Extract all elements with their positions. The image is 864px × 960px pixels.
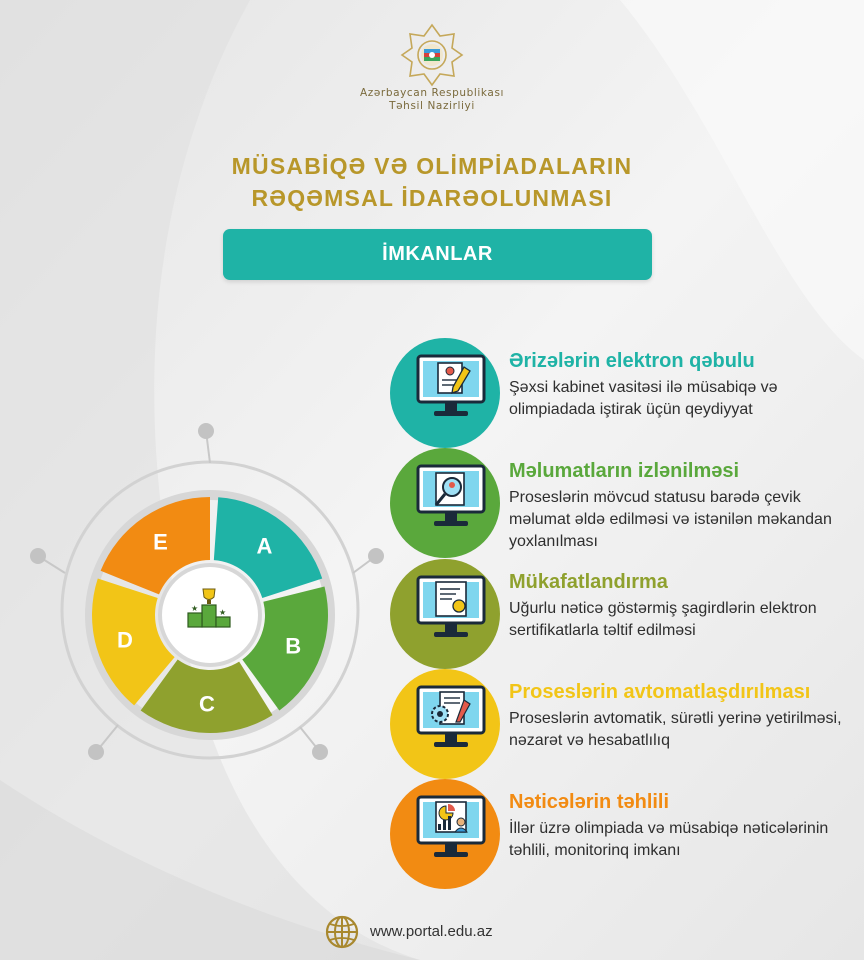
wheel-segment-label: D (116, 627, 133, 653)
feature-title: Nəticələrin təhlili (509, 791, 670, 813)
ministry-emblem (399, 22, 465, 88)
feature-item (390, 779, 860, 887)
monitor-magnifier-icon (414, 464, 494, 540)
feature-description: Proseslərin mövcud statusu barədə çevik məlumat əldə edilməsi və istənilən məkandan yoxlanılması (509, 489, 832, 550)
page-title-line2: RƏQƏMSAL İDARƏOLUNMASI (251, 185, 613, 211)
monitor-application-form-icon (414, 354, 494, 430)
feature-title: Məlumatların izlənilməsi (509, 460, 740, 482)
feature-item (390, 559, 860, 667)
wheel-node-dot (368, 548, 384, 564)
feature-description: Uğurlu nəticə göstərmiş şagirdlərin elektron sertifikatlarla təltif edilməsi (509, 600, 817, 639)
feature-title: Proseslərin avtomatlaşdırılması (509, 681, 811, 703)
wheel-node-dot (88, 744, 104, 760)
wheel-segment-label: C (198, 691, 215, 717)
feature-title: Mükafatlandırma (509, 571, 668, 593)
globe-icon (324, 914, 360, 950)
page-title-line1: MÜSABİQƏ VƏ OLİMPİADALARIN (231, 153, 633, 179)
capabilities-wheel (20, 415, 400, 775)
svg-text:★: ★ (191, 604, 199, 613)
wheel-node-dot (198, 423, 214, 439)
monitor-certificate-icon (414, 575, 494, 651)
feature-description: Proseslərin avtomatik, sürətli yerinə yetirilməsi, nəzarət və hesabatlılıq (509, 710, 842, 749)
monitor-analytics-icon (414, 795, 494, 871)
section-banner: İMKANLAR (223, 229, 652, 280)
feature-title: Ərizələrin elektron qəbulu (509, 350, 755, 372)
ministry-name-line2: Təhsil Nazirliyi (389, 100, 475, 112)
wheel-node-dot (30, 548, 46, 564)
ministry-name-line1: Azərbaycan Respublikası (359, 87, 505, 99)
wheel-node-dot (312, 744, 328, 760)
svg-text:★: ★ (219, 608, 227, 617)
feature-item (390, 448, 860, 556)
footer-website-link[interactable]: www.portal.edu.az (370, 923, 493, 940)
wheel-segment-label: E (153, 529, 168, 555)
wheel-segment-label: B (285, 633, 302, 659)
feature-description: İllər üzrə olimpiada və müsabiqə nəticələrinin təhlili, monitorinq imkanı (509, 820, 829, 859)
monitor-gear-document-icon (414, 685, 494, 761)
feature-item (390, 338, 860, 446)
feature-item (390, 669, 860, 777)
feature-description: Şəxsi kabinet vasitəsi ilə müsabiqə və olimpiadada iştirak üçün qeydiyyat (509, 379, 778, 418)
wheel-segment-label: A (256, 533, 273, 559)
